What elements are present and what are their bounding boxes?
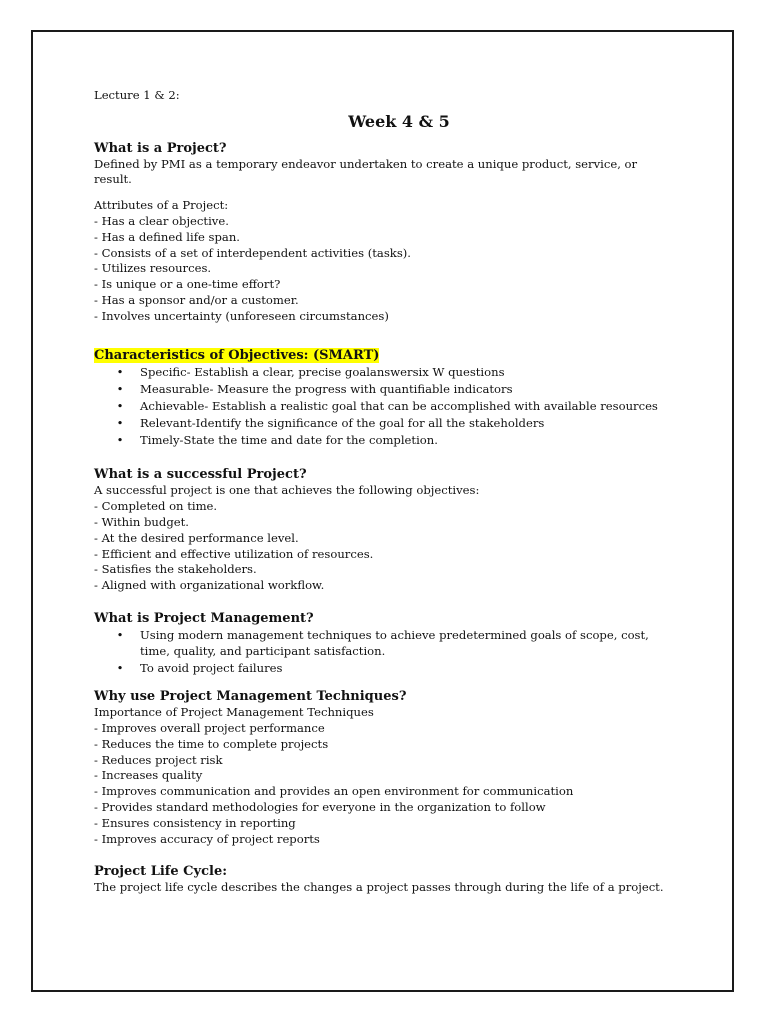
document-page bbox=[31, 30, 734, 992]
list-item bbox=[94, 416, 674, 432]
importance-intro: Importance of Project Management Techniques bbox=[94, 705, 374, 720]
heading-project-life-cycle: Project Life Cycle: bbox=[94, 864, 228, 880]
list-item: - Ensures consistency in reporting bbox=[94, 815, 296, 830]
bullet-icon: • bbox=[116, 399, 124, 414]
heading-smart bbox=[94, 347, 674, 364]
bullet-icon: • bbox=[116, 381, 124, 396]
list-item: - Efficient and effective utilization of resources. bbox=[94, 546, 374, 561]
successful-list bbox=[94, 499, 674, 594]
bullet-icon: • bbox=[116, 416, 124, 431]
list-item: - Provides standard methodologies for everyone in the organization to follow bbox=[94, 799, 546, 814]
attributes-list bbox=[94, 214, 674, 325]
list-item: - Involves uncertainty (unforeseen circumstances) bbox=[94, 308, 389, 323]
list-item: - At the desired performance level. bbox=[94, 530, 299, 545]
heading-why-pm-techniques: Why use Project Management Techniques? bbox=[94, 689, 407, 705]
importance-list bbox=[94, 721, 674, 847]
life-cycle-text: The project life cycle describes the changes a project passes through during the life of a project. bbox=[94, 880, 664, 895]
bullet-icon: • bbox=[116, 433, 124, 448]
list-item: - Has a sponsor and/or a customer. bbox=[94, 292, 299, 307]
list-item bbox=[94, 628, 674, 660]
bullet-icon: • bbox=[116, 661, 124, 676]
bullet-text: Measurable- Measure the progress with quantifiable indicators bbox=[140, 381, 513, 396]
list-item: - Is unique or a one-time effort? bbox=[94, 277, 281, 292]
bullet-icon: • bbox=[116, 628, 124, 643]
list-item: - Within budget. bbox=[94, 514, 189, 529]
list-item: - Reduces project risk bbox=[94, 752, 223, 767]
list-item: - Utilizes resources. bbox=[94, 261, 212, 276]
bullet-text: To avoid project failures bbox=[140, 661, 283, 676]
list-item: - Has a defined life span. bbox=[94, 229, 240, 244]
heading-project-management: What is Project Management? bbox=[94, 610, 314, 626]
bullet-text: Relevant-Identify the significance of the goal for all the stakeholders bbox=[140, 416, 545, 431]
heading-successful-project: What is a successful Project? bbox=[94, 467, 307, 483]
list-item: - Satisfies the stakeholders. bbox=[94, 562, 257, 577]
project-definition: Defined by PMI as a temporary endeavor undertaken to create a unique product, service, or result. bbox=[94, 156, 638, 187]
bullet-icon: • bbox=[116, 364, 124, 379]
attributes-intro: Attributes of a Project: bbox=[94, 198, 229, 213]
lecture-label: Lecture 1 & 2: bbox=[94, 88, 180, 102]
list-item: - Improves overall project performance bbox=[94, 720, 325, 735]
list-item bbox=[94, 661, 674, 677]
list-item: - Reduces the time to complete projects bbox=[94, 736, 329, 751]
smart-bullet-list bbox=[94, 365, 674, 449]
successful-intro: A successful project is one that achieves the following objectives: bbox=[94, 483, 480, 498]
highlighted-heading-text: Characteristics of Objectives: (SMART) bbox=[94, 347, 380, 363]
list-item: - Improves communication and provides an open environment for communication bbox=[94, 784, 574, 799]
list-item: - Aligned with organizational workflow. bbox=[94, 578, 325, 593]
list-item bbox=[94, 399, 674, 415]
bullet-text: Timely-State the time and date for the completion. bbox=[140, 433, 438, 448]
list-item: - Consists of a set of interdependent activities (tasks). bbox=[94, 245, 411, 260]
list-item: - Completed on time. bbox=[94, 499, 218, 514]
list-item bbox=[94, 433, 674, 449]
week-title: Week 4 & 5 bbox=[348, 111, 450, 131]
list-item: - Improves accuracy of project reports bbox=[94, 831, 320, 846]
bullet-text: Achievable- Establish a realistic goal that can be accomplished with available resources bbox=[140, 399, 658, 414]
heading-what-is-project: What is a Project? bbox=[94, 140, 227, 156]
list-item bbox=[94, 382, 674, 398]
list-item bbox=[94, 365, 674, 381]
list-item: - Increases quality bbox=[94, 768, 203, 783]
bullet-text: Specific- Establish a clear, precise goalanswersix W questions bbox=[140, 364, 505, 379]
document-content bbox=[94, 88, 674, 896]
list-item: - Has a clear objective. bbox=[94, 213, 229, 228]
bullet-text: Using modern management techniques to achieve predetermined goals of scope, cost, time, quality, and participant satisfaction. bbox=[140, 628, 649, 658]
pm-bullet-list bbox=[94, 628, 674, 677]
